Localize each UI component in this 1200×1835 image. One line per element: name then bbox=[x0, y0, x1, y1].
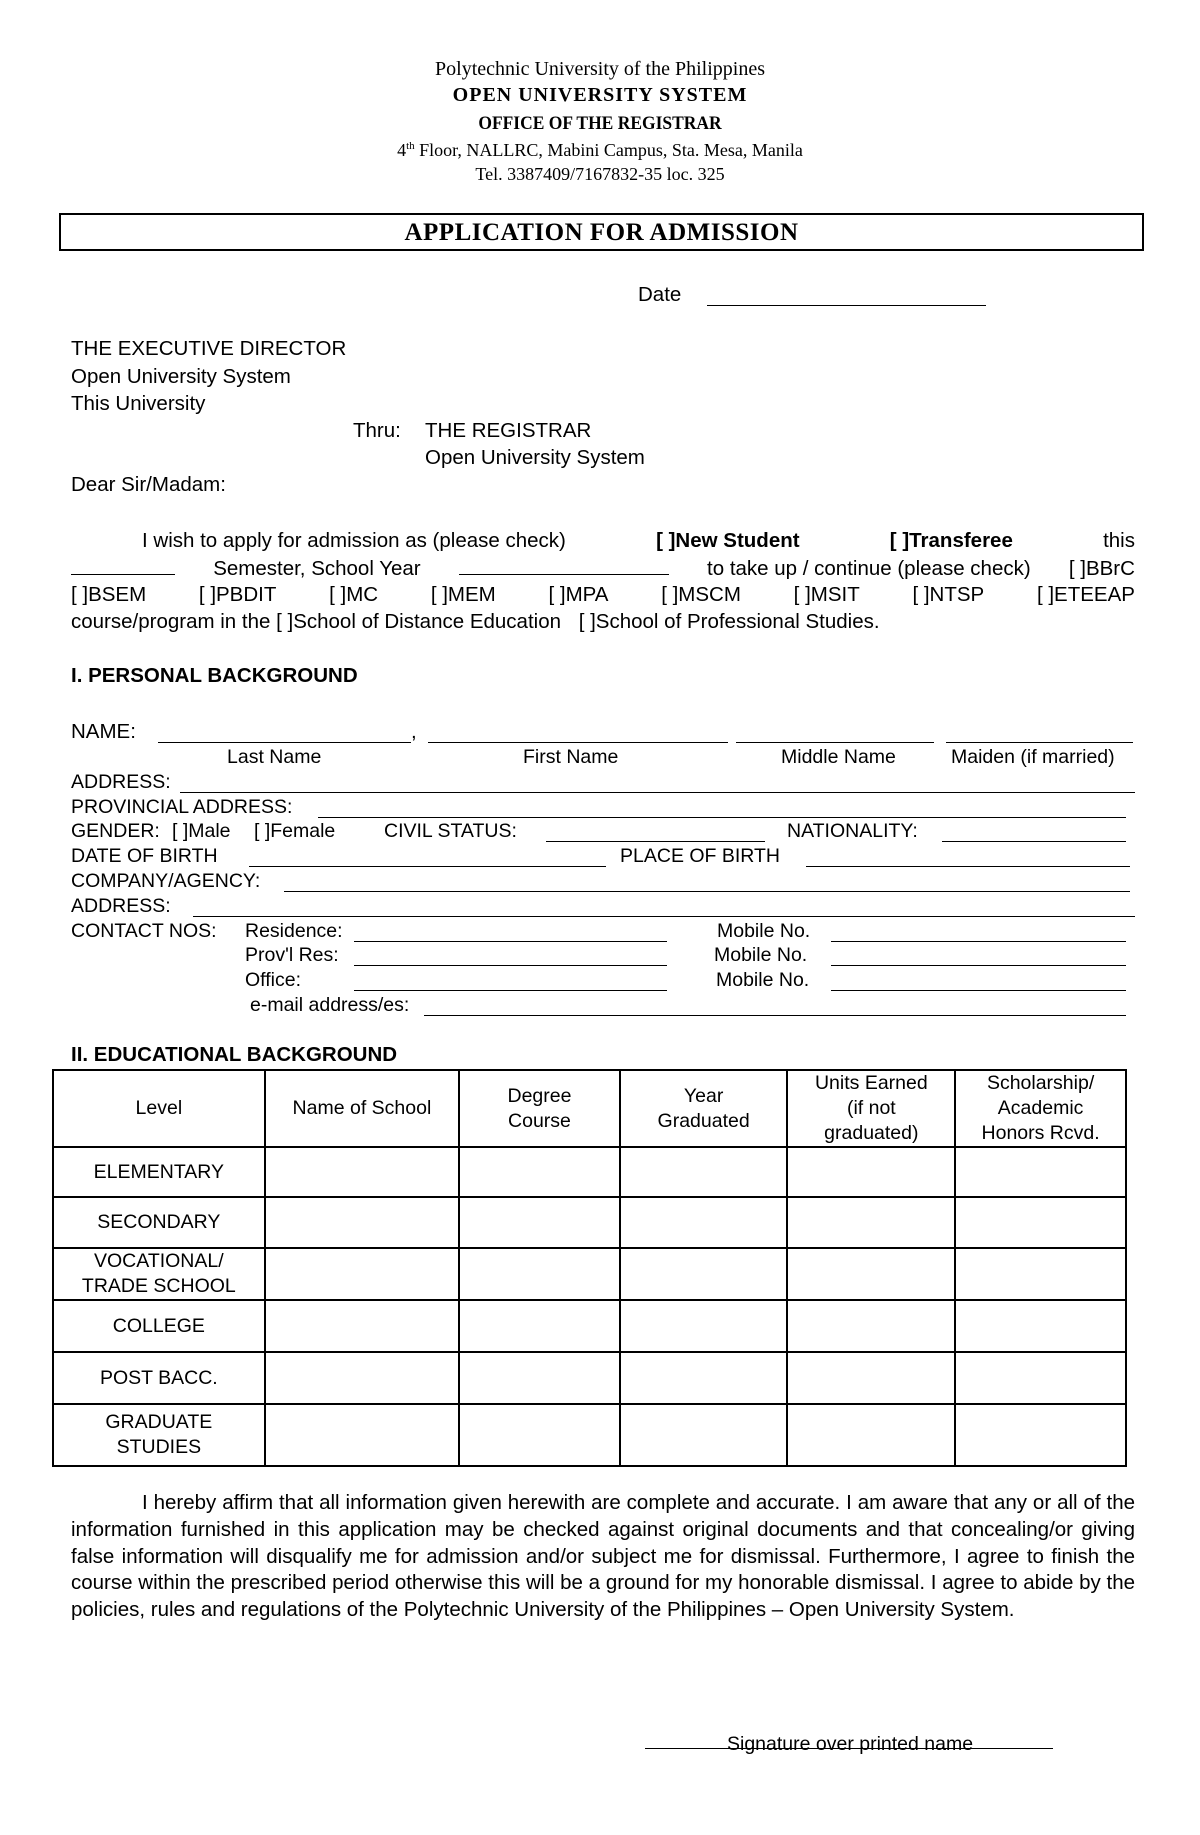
company-address-field[interactable] bbox=[193, 916, 1135, 917]
thru-line-1: THE REGISTRAR bbox=[425, 419, 592, 442]
provincial-address-label: PROVINCIAL ADDRESS: bbox=[71, 796, 293, 818]
table-row bbox=[53, 1248, 1126, 1300]
campus-address: 4th Floor, NALLRC, Mabini Campus, Sta. Mesa, Manila bbox=[397, 140, 803, 160]
table-row bbox=[53, 1197, 1126, 1248]
level-cell: GRADUATE STUDIES bbox=[53, 1404, 265, 1466]
scholarship-cell[interactable] bbox=[955, 1147, 1126, 1197]
office-name: OFFICE OF THE REGISTRAR bbox=[478, 113, 722, 134]
take-up-label: to take up / continue (please check) bbox=[707, 557, 1031, 580]
thru-label: Thru: bbox=[353, 419, 401, 442]
program-msit[interactable]: [ ]MSIT bbox=[793, 583, 860, 606]
units-cell[interactable] bbox=[787, 1352, 955, 1404]
col-scholarship: Scholarship/ Academic Honors Rcvd. bbox=[955, 1070, 1126, 1147]
program-mem[interactable]: [ ]MEM bbox=[430, 583, 496, 606]
signature-caption: Signature over printed name bbox=[727, 1733, 974, 1755]
school-cell[interactable] bbox=[265, 1147, 459, 1197]
personal-heading: I. PERSONAL BACKGROUND bbox=[71, 664, 358, 687]
level-cell: POST BACC. bbox=[53, 1352, 265, 1404]
telephone: Tel. 3387409/7167832-35 loc. 325 bbox=[475, 164, 725, 184]
year-cell[interactable] bbox=[620, 1352, 788, 1404]
thru-line-2: Open University System bbox=[425, 446, 645, 469]
company-address-label: ADDRESS: bbox=[71, 895, 171, 917]
col-year-graduated: Year Graduated bbox=[620, 1070, 788, 1147]
office-field[interactable] bbox=[354, 990, 667, 991]
female-checkbox[interactable]: [ ]Female bbox=[254, 820, 336, 842]
year-cell[interactable] bbox=[620, 1147, 788, 1197]
degree-cell[interactable] bbox=[459, 1197, 620, 1248]
scholarship-cell[interactable] bbox=[955, 1197, 1126, 1248]
first-name-caption: First Name bbox=[523, 746, 619, 768]
dob-field[interactable] bbox=[249, 866, 606, 867]
email-label: e-mail address/es: bbox=[250, 994, 410, 1016]
mobile-field-3[interactable] bbox=[831, 990, 1126, 991]
maiden-name-caption: Maiden (if married) bbox=[951, 746, 1115, 768]
last-name-field[interactable] bbox=[158, 742, 411, 743]
program-bsem[interactable]: [ ]BSEM bbox=[71, 583, 147, 606]
addressee-line-2: Open University System bbox=[71, 365, 291, 388]
form-title-box bbox=[59, 213, 1144, 251]
level-cell: COLLEGE bbox=[53, 1300, 265, 1352]
scholarship-cell[interactable] bbox=[955, 1248, 1126, 1300]
col-degree-course: Degree Course bbox=[459, 1070, 620, 1147]
level-cell: ELEMENTARY bbox=[53, 1147, 265, 1197]
middle-name-field[interactable] bbox=[736, 742, 934, 743]
school-cell[interactable] bbox=[265, 1352, 459, 1404]
mobile-label-2: Mobile No. bbox=[714, 944, 808, 966]
year-cell[interactable] bbox=[620, 1300, 788, 1352]
level-cell: VOCATIONAL/ TRADE SCHOOL bbox=[53, 1248, 265, 1300]
male-checkbox[interactable]: [ ]Male bbox=[172, 820, 231, 842]
prov-res-label: Prov'l Res: bbox=[245, 944, 339, 966]
mobile-field-1[interactable] bbox=[831, 941, 1126, 942]
school-cell[interactable] bbox=[265, 1248, 459, 1300]
pob-field[interactable] bbox=[806, 866, 1130, 867]
school-cell[interactable] bbox=[265, 1404, 459, 1466]
prov-res-field[interactable] bbox=[354, 965, 667, 966]
scholarship-cell[interactable] bbox=[955, 1404, 1126, 1466]
education-header-row bbox=[53, 1070, 1126, 1147]
addressee-line-1: THE EXECUTIVE DIRECTOR bbox=[71, 337, 347, 360]
degree-cell[interactable] bbox=[459, 1147, 620, 1197]
school-cell[interactable] bbox=[265, 1197, 459, 1248]
units-cell[interactable] bbox=[787, 1404, 955, 1466]
application-line-1 bbox=[71, 529, 1135, 553]
first-name-field[interactable] bbox=[428, 742, 728, 743]
name-label: NAME: bbox=[71, 720, 136, 743]
col-units-earned: Units Earned (if not graduated) bbox=[787, 1070, 955, 1147]
application-line-4 bbox=[71, 610, 880, 634]
residence-label: Residence: bbox=[245, 920, 343, 942]
year-cell[interactable] bbox=[620, 1197, 788, 1248]
provincial-address-field[interactable] bbox=[318, 817, 1126, 818]
program-eteeap[interactable]: [ ]ETEEAP bbox=[1036, 583, 1135, 606]
date-label: Date bbox=[638, 283, 682, 306]
program-pbdit[interactable]: [ ]PBDIT bbox=[198, 583, 277, 606]
middle-name-caption: Middle Name bbox=[781, 746, 896, 768]
educational-heading: II. EDUCATIONAL BACKGROUND bbox=[71, 1043, 398, 1066]
education-table bbox=[52, 1069, 1127, 1467]
name-comma: , bbox=[411, 720, 417, 743]
scholarship-cell[interactable] bbox=[955, 1300, 1126, 1352]
degree-cell[interactable] bbox=[459, 1352, 620, 1404]
pob-label: PLACE OF BIRTH bbox=[620, 845, 781, 867]
form-title: APPLICATION FOR ADMISSION bbox=[404, 219, 799, 246]
maiden-name-field[interactable] bbox=[946, 742, 1133, 743]
program-mscm[interactable]: [ ]MSCM bbox=[661, 583, 741, 606]
gender-label: GENDER: bbox=[71, 820, 160, 842]
contact-label: CONTACT NOS: bbox=[71, 920, 217, 942]
address-label: ADDRESS: bbox=[71, 771, 171, 793]
school-year-field[interactable] bbox=[459, 556, 669, 575]
nationality-field[interactable] bbox=[942, 841, 1126, 842]
program-bbrc[interactable]: [ ]BBrC bbox=[1068, 557, 1135, 580]
application-line-3 bbox=[71, 583, 1135, 607]
semester-field[interactable] bbox=[71, 556, 175, 575]
transferee-checkbox[interactable]: [ ]Transferee bbox=[889, 529, 1013, 552]
dob-label: DATE OF BIRTH bbox=[71, 845, 218, 867]
mobile-field-2[interactable] bbox=[831, 965, 1126, 966]
course-prefix: course/program in the bbox=[71, 610, 271, 633]
system-name: OPEN UNIVERSITY SYSTEM bbox=[452, 84, 748, 106]
university-name: Polytechnic University of the Philippines bbox=[435, 58, 765, 80]
mobile-label-3: Mobile No. bbox=[716, 969, 810, 991]
level-cell: SECONDARY bbox=[53, 1197, 265, 1248]
table-row bbox=[53, 1300, 1126, 1352]
last-name-caption: Last Name bbox=[227, 746, 322, 768]
nationality-label: NATIONALITY: bbox=[787, 820, 918, 842]
school-sde-checkbox[interactable]: [ ]School of Distance Education bbox=[276, 610, 561, 633]
email-field[interactable] bbox=[424, 1015, 1126, 1016]
mobile-label-1: Mobile No. bbox=[717, 920, 811, 942]
col-school-name: Name of School bbox=[265, 1070, 459, 1147]
units-cell[interactable] bbox=[787, 1248, 955, 1300]
units-cell[interactable] bbox=[787, 1197, 955, 1248]
company-label: COMPANY/AGENCY: bbox=[71, 870, 261, 892]
degree-cell[interactable] bbox=[459, 1248, 620, 1300]
degree-cell[interactable] bbox=[459, 1300, 620, 1352]
date-field[interactable] bbox=[707, 305, 986, 306]
addressee-line-3: This University bbox=[71, 392, 206, 415]
table-row bbox=[53, 1404, 1126, 1466]
address-field[interactable] bbox=[180, 792, 1135, 793]
semester-label: Semester, School Year bbox=[213, 557, 421, 580]
school-sps-checkbox[interactable]: [ ]School of Professional Studies. bbox=[578, 610, 880, 633]
new-student-checkbox[interactable]: [ ]New Student bbox=[656, 529, 800, 552]
year-cell[interactable] bbox=[620, 1404, 788, 1466]
scholarship-cell[interactable] bbox=[955, 1352, 1126, 1404]
salutation: Dear Sir/Madam: bbox=[71, 473, 226, 496]
units-cell[interactable] bbox=[787, 1147, 955, 1197]
program-mpa[interactable]: [ ]MPA bbox=[548, 583, 609, 606]
program-mc[interactable]: [ ]MC bbox=[329, 583, 379, 606]
year-cell[interactable] bbox=[620, 1248, 788, 1300]
table-row bbox=[53, 1352, 1126, 1404]
civil-status-label: CIVIL STATUS: bbox=[384, 820, 517, 842]
affirmation-paragraph: I hereby affirm that all information given herewith are complete and accurate. I am aware that any or all of the information furnished in this application may be checked against original documents and that concealing/or giving false information will disqualify me for admission and/or subject me for dismissal. Furthermore, I agree to finish the course within the prescribed period otherwise this will be a ground for my honorable dismissal. I agree to abide by the policies, rules and regulations of the Polytechnic University of the Philippines – Open University System. bbox=[71, 1491, 1135, 1622]
school-cell[interactable] bbox=[265, 1300, 459, 1352]
units-cell[interactable] bbox=[787, 1300, 955, 1352]
company-field[interactable] bbox=[284, 891, 1130, 892]
application-line-2 bbox=[71, 556, 1135, 581]
col-level: Level bbox=[53, 1070, 265, 1147]
civil-status-field[interactable] bbox=[546, 841, 765, 842]
office-label: Office: bbox=[245, 969, 301, 991]
application-intro: I wish to apply for admission as (please check) bbox=[142, 529, 566, 552]
this-word: this bbox=[1103, 529, 1135, 552]
program-ntsp[interactable]: [ ]NTSP bbox=[912, 583, 985, 606]
residence-field[interactable] bbox=[354, 941, 667, 942]
table-row bbox=[53, 1147, 1126, 1197]
degree-cell[interactable] bbox=[459, 1404, 620, 1466]
